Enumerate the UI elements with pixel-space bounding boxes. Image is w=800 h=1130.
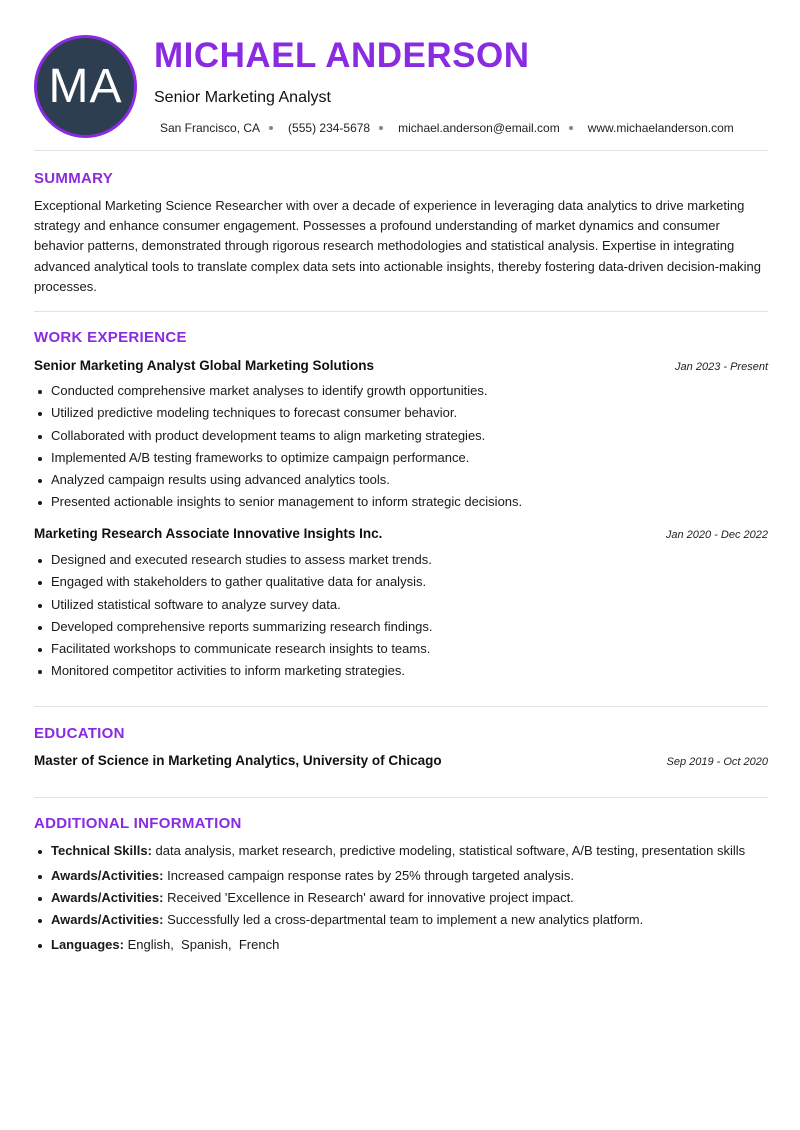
bullet-separator-icon [269,126,273,130]
list-item: Utilized statistical software to analyze survey data. [34,594,768,616]
contact-website[interactable]: www.michaelanderson.com [587,121,734,135]
job-bullet-list [34,549,768,683]
education-dates: Sep 2019 - Oct 2020 [666,756,768,768]
avatar-initials: MA [48,60,123,113]
list-item [34,865,774,887]
contact-email[interactable]: michael.anderson@email.com [398,121,560,135]
divider [34,797,768,798]
contact-location: San Francisco, CA [160,121,261,135]
summary-text: Exceptional Marketing Science Researcher with over a decade of experience in leveraging data analytics to drive marketing strategy and enhance consumer engagement. Possesses a profound understanding of market dynamics and consumer behavior patterns, demonstrated through rigorous research methodologies and statistical analysis. Expertise in integrating advanced analytical tools to translate complex data sets into actionable insights, thereby fostering data-driven decision-making processes. [34,198,761,294]
candidate-name: MICHAEL ANDERSON [154,36,530,75]
item-label: Technical Skills: [51,843,152,858]
list-item: Implemented A/B testing frameworks to optimize campaign performance. [34,447,768,469]
item-label: Languages: [51,937,124,952]
item-value: English, Spanish, French [123,937,280,952]
item-value: data analysis, market research, predictive modeling, statistical software, A/B testing, presentation skills [151,843,746,858]
contact-line [160,121,734,135]
list-item: Facilitated workshops to communicate research insights to teams. [34,638,768,660]
item-label: Awards/Activities: [51,890,164,905]
item-value: Received 'Excellence in Research' award for innovative project impact. [163,890,574,905]
item-value: Successfully led a cross-departmental team to implement a new analytics platform. [163,912,644,927]
section-heading-work-experience: WORK EXPERIENCE [34,329,187,346]
education-degree: Master of Science in Marketing Analytics, University of Chicago [34,753,442,768]
list-item: Conducted comprehensive market analyses to identify growth opportunities. [34,380,768,402]
list-item: Utilized predictive modeling techniques to forecast consumer behavior. [34,402,768,424]
item-value: Increased campaign response rates by 25% through targeted analysis. [163,868,574,883]
divider [34,150,768,151]
list-item [34,887,774,909]
list-item: Engaged with stakeholders to gather qualitative data for analysis. [34,571,768,593]
item-label: Awards/Activities: [51,912,164,927]
job-title: Senior Marketing Analyst Global Marketing Solutions [34,358,375,373]
contact-phone: (555) 234-5678 [288,121,371,135]
job-title: Marketing Research Associate Innovative Insights Inc. [34,526,383,541]
bullet-separator-icon [569,126,573,130]
list-item: Collaborated with product development teams to align marketing strategies. [34,425,768,447]
additional-info-list [34,840,774,956]
job-dates: Jan 2023 - Present [675,361,768,373]
list-item: Monitored competitor activities to inform marketing strategies. [34,660,768,682]
divider [34,706,768,707]
list-item [34,909,774,931]
avatar [34,35,137,138]
section-heading-additional-information: ADDITIONAL INFORMATION [34,815,242,832]
list-item: Presented actionable insights to senior management to inform strategic decisions. [34,491,768,513]
candidate-title: Senior Marketing Analyst [154,89,331,106]
job-bullet-list [34,380,768,514]
bullet-separator-icon [379,126,383,130]
job-dates: Jan 2020 - Dec 2022 [665,529,768,541]
section-heading-education: EDUCATION [34,725,125,742]
list-item [34,840,774,862]
list-item: Developed comprehensive reports summarizing research findings. [34,616,768,638]
section-heading-summary: SUMMARY [34,170,114,187]
list-item [34,934,774,956]
divider [34,311,768,312]
list-item: Designed and executed research studies to assess market trends. [34,549,768,571]
item-label: Awards/Activities: [51,868,164,883]
list-item: Analyzed campaign results using advanced analytics tools. [34,469,768,491]
